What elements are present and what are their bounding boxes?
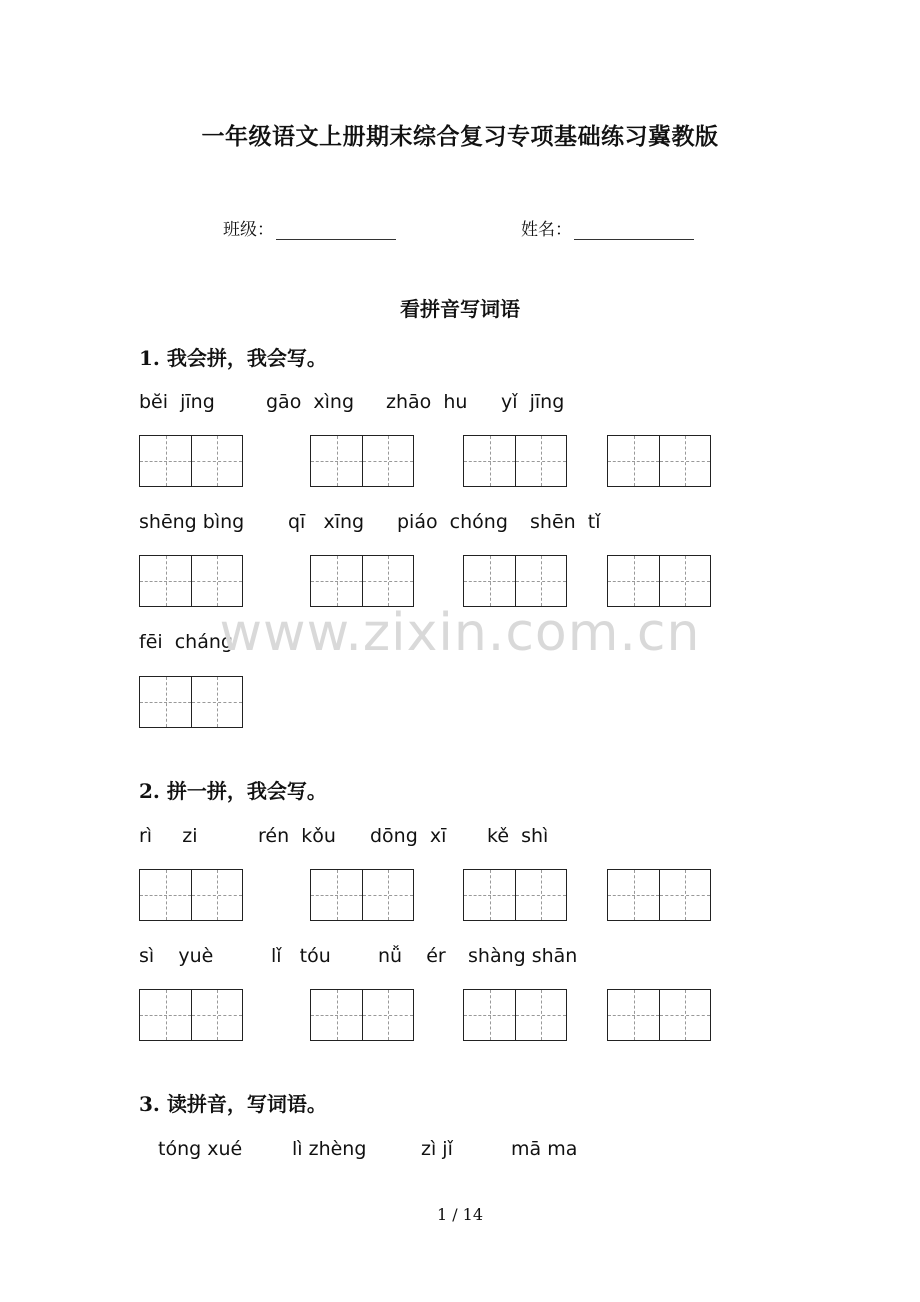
pinyin-label: shàng shān (468, 945, 578, 967)
name-label: 姓名： (521, 220, 572, 240)
question-3-title: 3. 读拼音，写词语。 (139, 1092, 327, 1116)
pinyin-label: zì jǐ (421, 1138, 453, 1160)
writing-grid[interactable] (607, 435, 711, 487)
name-field (521, 215, 694, 240)
pinyin-label: lǐ tóu (271, 945, 331, 967)
writing-grid[interactable] (607, 555, 711, 607)
pinyin-label: shēn tǐ (530, 511, 601, 533)
pinyin-label: shēng bìng (139, 511, 245, 533)
writing-grid[interactable] (310, 989, 414, 1041)
class-field (223, 215, 396, 240)
pinyin-label: lì zhèng (292, 1138, 367, 1160)
writing-grid[interactable] (310, 555, 414, 607)
class-label: 班级： (223, 220, 274, 240)
pinyin-label: fēi cháng (139, 631, 233, 653)
pinyin-label: sì yuè (139, 945, 214, 967)
pinyin-label: tóng xué (158, 1138, 243, 1160)
pinyin-label: yǐ jīng (501, 391, 565, 413)
writing-grid[interactable] (607, 869, 711, 921)
class-blank[interactable] (276, 221, 396, 240)
document-title: 一年级语文上册期末综合复习专项基础练习冀教版 (201, 123, 719, 150)
pinyin-label: rén kǒu (258, 825, 336, 847)
question-2-title: 2. 拼一拼，我会写。 (139, 779, 327, 803)
section-heading: 看拼音写词语 (400, 297, 520, 321)
writing-grid[interactable] (607, 989, 711, 1041)
writing-grid[interactable] (310, 869, 414, 921)
writing-grid[interactable] (139, 435, 243, 487)
pinyin-label: kě shì (487, 825, 549, 847)
writing-grid[interactable] (139, 989, 243, 1041)
pinyin-label: piáo chóng (397, 511, 508, 533)
pinyin-label: zhāo hu (386, 391, 468, 413)
watermark: www.zixin.com.cn (219, 603, 701, 663)
pinyin-label: mā ma (511, 1138, 578, 1160)
pinyin-label: qī xīng (288, 511, 365, 533)
pinyin-label: gāo xìng (266, 391, 355, 413)
writing-grid[interactable] (139, 555, 243, 607)
writing-grid[interactable] (463, 435, 567, 487)
pinyin-label: bĕi jīng (139, 391, 215, 413)
pinyin-label: rì zi (139, 825, 198, 847)
name-blank[interactable] (574, 221, 694, 240)
writing-grid[interactable] (310, 435, 414, 487)
pinyin-label: dōng xī (370, 825, 447, 847)
question-1-title: 1. 我会拼，我会写。 (139, 346, 327, 370)
writing-grid[interactable] (139, 869, 243, 921)
writing-grid[interactable] (463, 989, 567, 1041)
writing-grid[interactable] (139, 676, 243, 728)
pinyin-label: nǚ ér (378, 945, 446, 967)
writing-grid[interactable] (463, 869, 567, 921)
writing-grid[interactable] (463, 555, 567, 607)
page-number: 1 / 14 (436, 1205, 484, 1224)
